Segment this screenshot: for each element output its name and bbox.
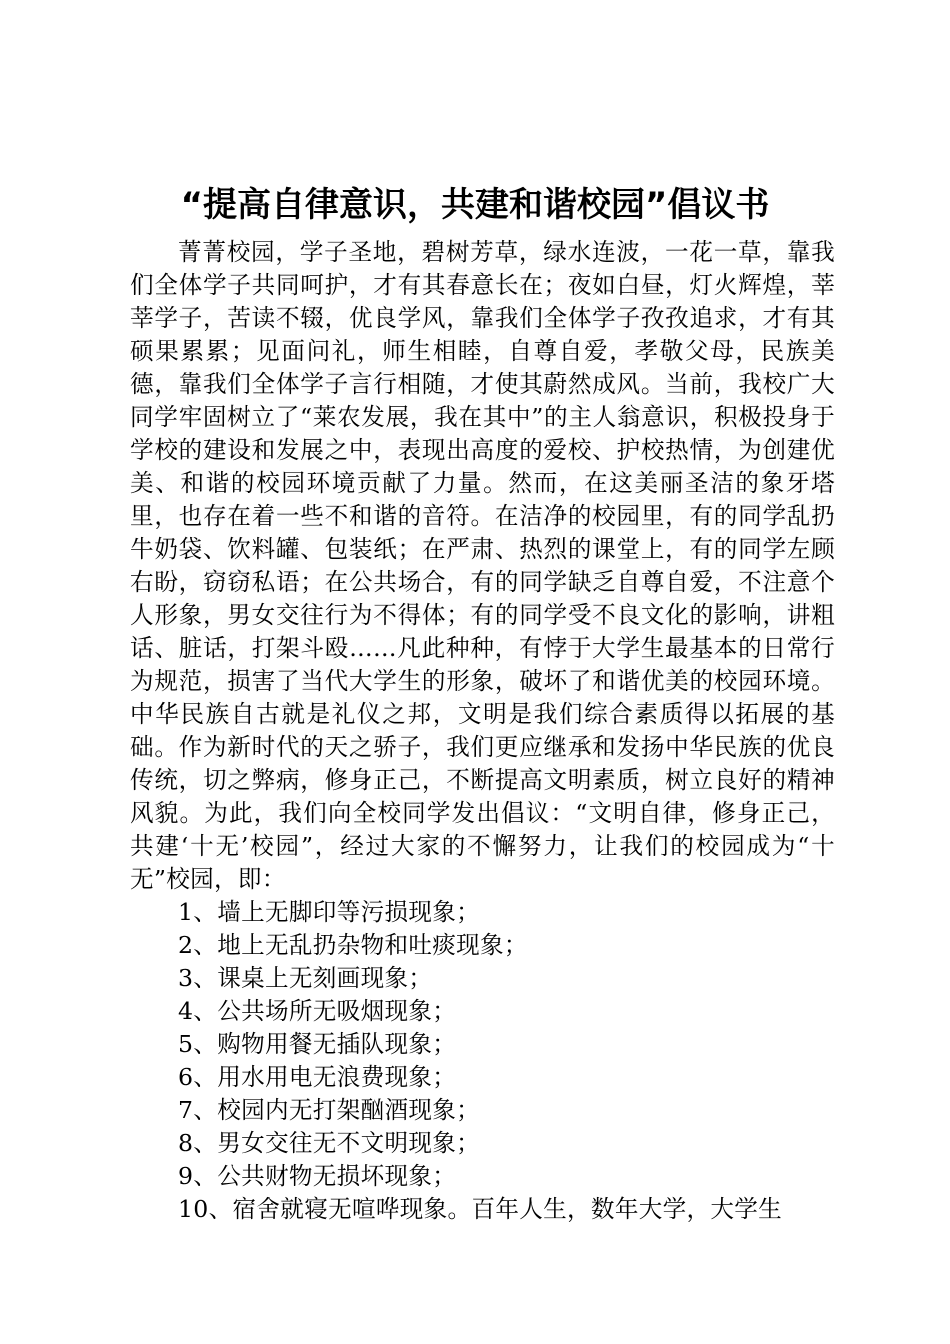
document-body bbox=[130, 236, 835, 1226]
intro-paragraph: 菁菁校园，学子圣地，碧树芳草，绿水连波，一花一草，靠我们全体学子共同呵护，才有其春意长在；夜如白昼，灯火辉煌，莘莘学子，苦读不辍，优良学风，靠我们全体学子孜孜追求，才有其硕果累累；见面问礼，师生相睦，自尊自爱，孝敬父母，民族美德，靠我们全体学子言行相随，才使其蔚然成风。当前，我校广大同学牢固树立了“莱农发展，我在其中”的主人翁意识，积极投身于学校的建设和发展之中，表现出高度的爱校、护校热情，为创建优美、和谐的校园环境贡献了力量。然而，在这美丽圣洁的象牙塔里，也存在着一些不和谐的音符。在洁净的校园里，有的同学乱扔牛奶袋、饮料罐、包装纸；在严肃、热烈的课堂上，有的同学左顾右盼，窃窃私语；在公共场合，有的同学缺乏自尊自爱，不注意个人形象，男女交往行为不得体；有的同学受不良文化的影响，讲粗话、脏话，打架斗殴……凡此种种，有悖于大学生最基本的日常行为规范，损害了当代大学生的形象，破坏了和谐优美的校园环境。中华民族自古就是礼仪之邦，文明是我们综合素质得以拓展的基础。作为新时代的天之骄子，我们更应继承和发扬中华民族的优良传统，切之弊病，修身正己，不断提高文明素质，树立良好的精神风貌。为此，我们向全校同学发出倡议：“文明自律，修身正己，共建‘十无’校园”，经过大家的不懈努力，让我们的校园成为“十无”校园，即： bbox=[130, 238, 835, 893]
list-item: 2、地上无乱扔杂物和吐痰现象； bbox=[178, 931, 528, 959]
list-item: 8、男女交往无不文明现象； bbox=[178, 1129, 481, 1157]
list-item: 3、课桌上无刻画现象； bbox=[178, 964, 433, 992]
list-item: 6、用水用电无浪费现象； bbox=[178, 1063, 457, 1091]
proposal-list bbox=[130, 896, 835, 1226]
list-item: 4、公共场所无吸烟现象； bbox=[178, 997, 457, 1025]
list-item: 1、墙上无脚印等污损现象； bbox=[178, 898, 481, 926]
document-title: “提高自律意识，共建和谐校园”倡议书 bbox=[180, 185, 770, 225]
list-item: 7、校园内无打架酗酒现象； bbox=[178, 1096, 481, 1124]
list-item: 5、购物用餐无插队现象； bbox=[178, 1030, 457, 1058]
list-item: 10、宿舍就寝无喧哗现象。百年人生，数年大学，大学生 bbox=[178, 1195, 783, 1223]
list-item: 9、公共财物无损坏现象； bbox=[178, 1162, 457, 1190]
